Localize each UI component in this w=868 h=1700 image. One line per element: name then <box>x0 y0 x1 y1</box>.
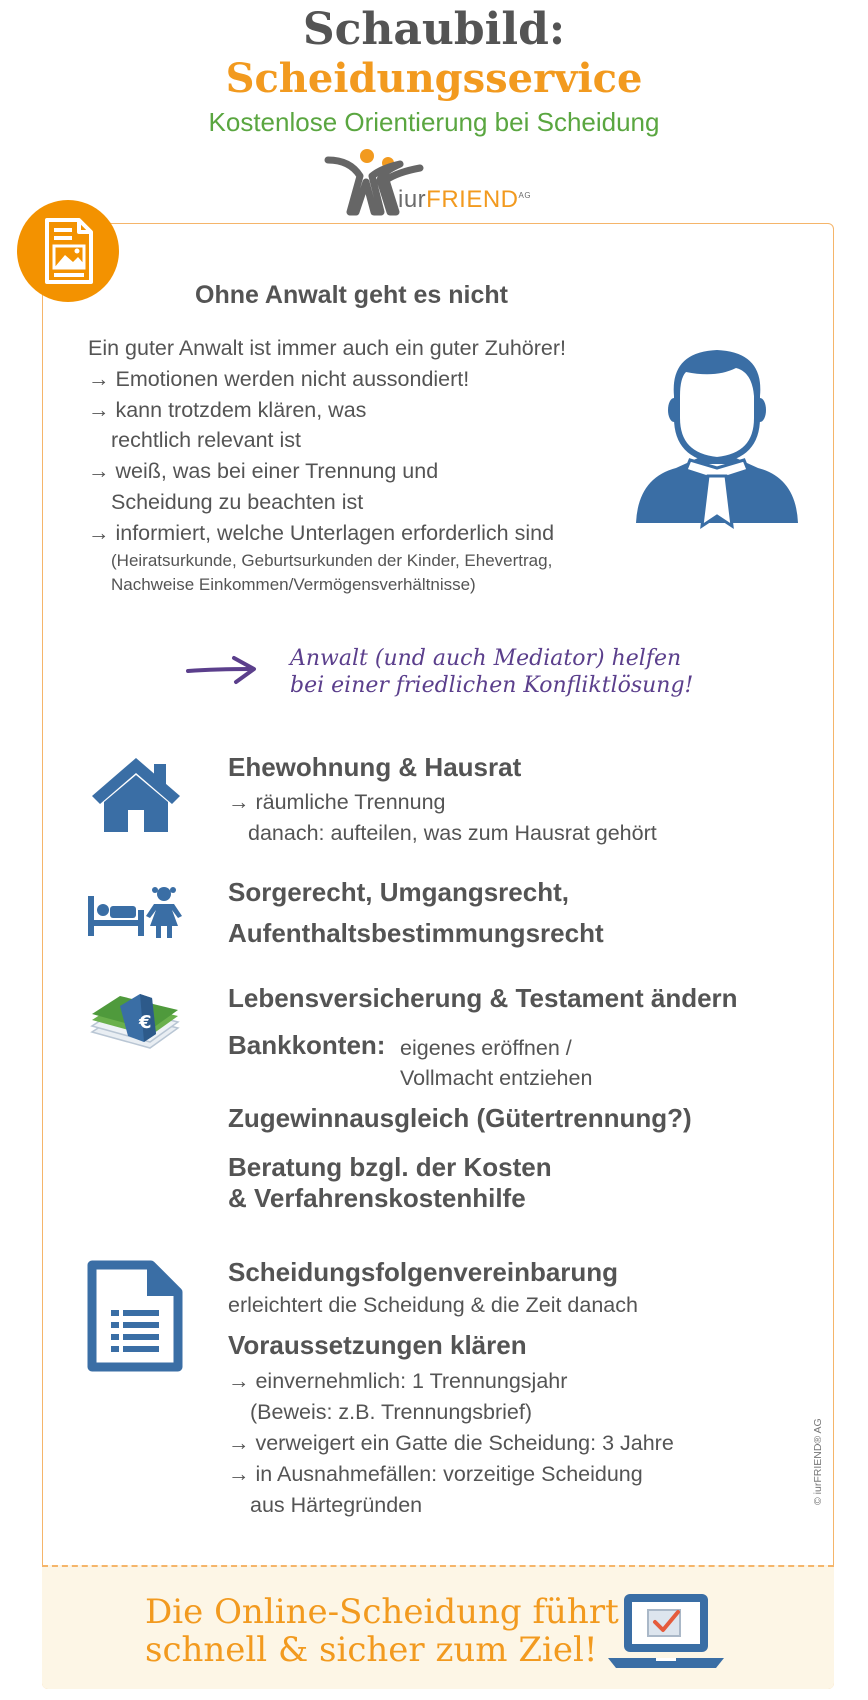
lawyer-bullet-4: → informiert, welche Unterlagen erforderlich sind <box>88 521 555 545</box>
lawyer-note-2: Nachweise Einkommen/Vermögensverhältnisse) <box>111 575 476 594</box>
mediator-note-line-2: bei einer friedlichen Konfliktlösung! <box>290 673 694 698</box>
requirements-line-4: → in Ausnahmefällen: vorzeitige Scheidung <box>228 1462 643 1486</box>
housing-line-2: danach: aufteilen, was zum Hausrat gehört <box>248 821 657 845</box>
page-subtitle: Kostenlose Orientierung bei Scheidung <box>208 107 660 137</box>
section-badge <box>17 200 119 302</box>
requirements-line-1: → einvernehmlich: 1 Trennungsjahr <box>228 1369 568 1393</box>
housing-heading: Ehewohnung & Hausrat <box>228 752 522 782</box>
lawyer-bullet-3a: → weiß, was bei einer Trennung und <box>88 459 439 483</box>
house-icon <box>88 754 184 832</box>
footer-slogan <box>145 1593 619 1669</box>
arrow-right-icon <box>186 654 260 686</box>
finance-heading-3a: Beratung bzgl. der Kosten <box>228 1152 552 1182</box>
bed-and-child-icon <box>88 886 184 938</box>
footer-slogan-line-1: Die Online-Scheidung führt <box>145 1592 619 1632</box>
custody-heading-2: Aufenthaltsbestimmungsrecht <box>228 918 604 948</box>
finance-heading-2: Zugewinnausgleich (Gütertrennung?) <box>228 1103 692 1133</box>
requirements-line-2: (Beweis: z.B. Trennungsbrief) <box>250 1400 533 1424</box>
page-title: Schaubild: <box>302 4 566 55</box>
mediator-note-line-1: Anwalt (und auch Mediator) helfen <box>290 646 682 671</box>
requirements-line-3: → verweigert ein Gatte die Scheidung: 3 Jahre <box>228 1431 674 1455</box>
lawyer-note-1: (Heiratsurkunde, Geburtsurkunden der Kinder, Ehevertrag, <box>111 551 553 570</box>
bank-label: Bankkonten: <box>228 1030 386 1060</box>
logo-text-iur: iur <box>398 186 427 213</box>
bank-line-2: Vollmacht entziehen <box>400 1066 593 1090</box>
consequences-text-1: erleichtert die Scheidung & die Zeit danach <box>228 1293 638 1317</box>
document-list-icon <box>87 1260 183 1372</box>
finance-heading-1: Lebensversicherung & Testament ändern <box>228 983 738 1013</box>
lawyer-bullet-2a: → kann trotzdem klären, was <box>88 398 367 422</box>
lawyer-intro: Ein guter Anwalt ist immer auch ein guter Zuhörer! <box>88 336 566 360</box>
custody-heading-1: Sorgerecht, Umgangsrecht, <box>228 877 569 907</box>
finance-heading-3b: & Verfahrenskostenhilfe <box>228 1183 526 1213</box>
lawyer-bullet-3b: Scheidung zu beachten ist <box>111 490 364 514</box>
lawyer-bullet-1: → Emotionen werden nicht aussondiert! <box>88 367 470 391</box>
copyright-notice: © iurFRIEND® AG <box>812 1418 824 1505</box>
requirements-line-5: aus Härtegründen <box>250 1493 423 1517</box>
logo-suffix: AG <box>518 191 532 200</box>
consequences-heading-2: Voraussetzungen klären <box>228 1330 527 1360</box>
consequences-heading-1: Scheidungsfolgenvereinbarung <box>228 1257 619 1287</box>
logo-wordmark <box>398 186 531 214</box>
page-title-highlight: Scheidungsservice <box>225 55 643 102</box>
housing-line-1: → räumliche Trennung <box>228 790 446 814</box>
section-heading-lawyer: Ohne Anwalt geht es nicht <box>195 281 508 309</box>
lawyer-avatar-icon <box>636 348 798 538</box>
document-image-icon <box>17 200 119 302</box>
euro-banknotes-icon <box>90 988 182 1050</box>
logo-text-friend: FRIEND <box>426 186 519 213</box>
brand-logo <box>320 146 550 218</box>
bank-line-1: eigenes eröffnen / <box>400 1036 572 1060</box>
svg-text:€: € <box>139 1012 152 1033</box>
footer-slogan-line-2: schnell & sicher zum Ziel! <box>145 1630 598 1670</box>
lawyer-bullet-2b: rechtlich relevant ist <box>111 428 301 452</box>
laptop-check-icon <box>608 1590 724 1670</box>
